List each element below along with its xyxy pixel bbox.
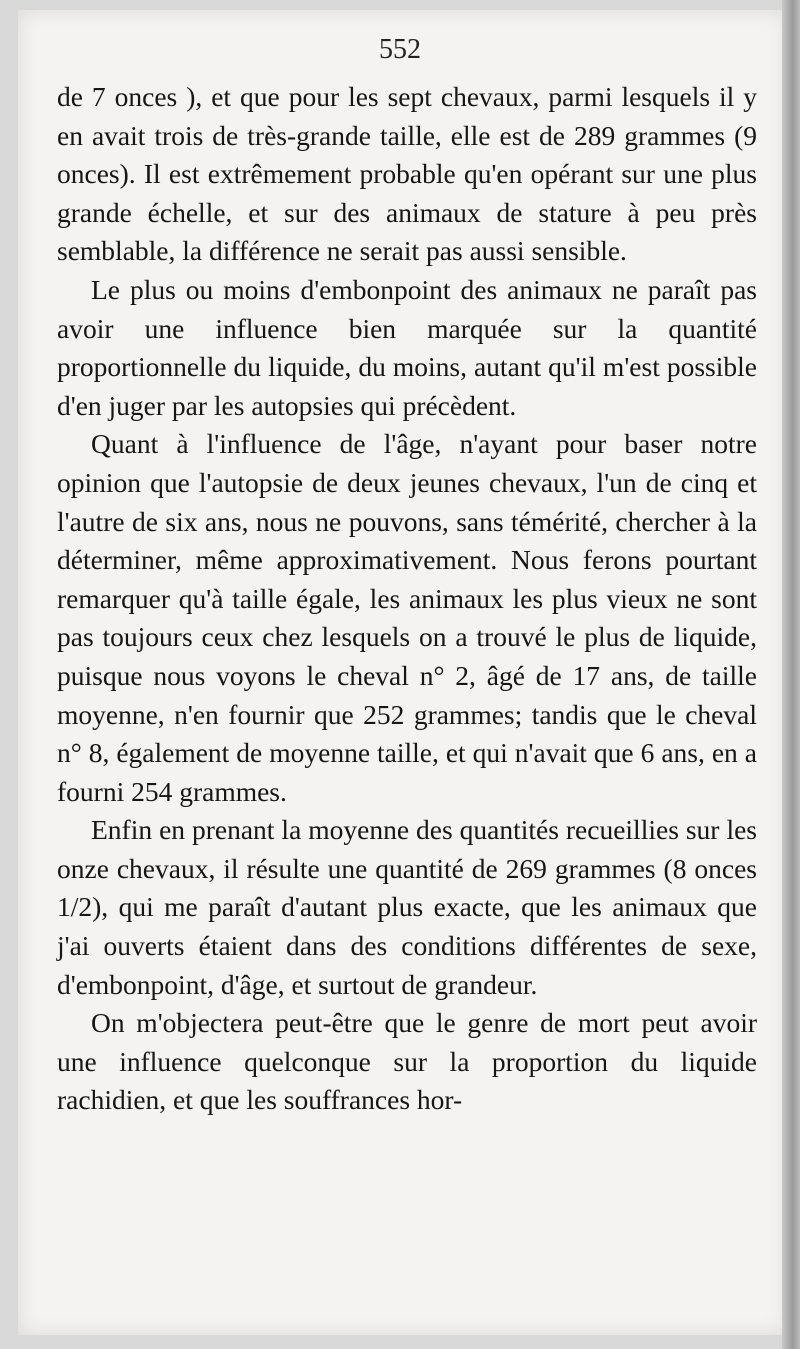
page-number: 552 [379, 34, 421, 65]
paragraph-embonpoint: Le plus ou moins d'embonpoint des animaux ne paraît pas avoir une influence bien marquée sur la quantité proportionnelle du liquide, du moins, autant qu'il m'est possible d'en juger par les autopsies qui précèdent. [57, 273, 757, 421]
paragraph-average-quantity: Enfin en prenant la moyenne des quantités recueillies sur les onze chevaux, il résulte une quantité de 269 grammes (8 onces 1/2), qui me paraît d'autant plus exacte, que les animaux que j'ai ouverts étaient dans des conditions différentes de sexe, d'embonpoint, d'âge, et surtout de grandeur. [57, 814, 757, 1000]
body-text [57, 78, 757, 1120]
paragraph-continuation: de 7 onces ), et que pour les sept chevaux, parmi lesquels il y en avait trois de très-grande taille, elle est de 289 grammes (9 onces). Il est extrêmement probable qu'en opérant sur une plus grande échelle, et sur des animaux de stature à peu près semblable, la différence ne serait pas aussi sensible. [57, 81, 757, 267]
paragraph-objection: On m'objectera peut-être que le genre de mort peut avoir une influence quelconque sur la proportion du liquide rachidien, et que les souffrances hor- [57, 1007, 757, 1116]
paragraph-age-influence: Quant à l'influence de l'âge, n'ayant pour baser notre opinion que l'autopsie de deux jeunes chevaux, l'un de cinq et l'autre de six ans, nous ne pouvons, sans témérité, chercher à la déterminer, même approximativement. Nous ferons pourtant remarquer qu'à taille égale, les animaux les plus vieux ne sont pas toujours ceux chez lesquels on a trouvé le plus de liquide, puisque nous voyons le cheval n° 2, âgé de 17 ans, de taille moyenne, n'en fournir que 252 grammes; tandis que le cheval n° 8, également de moyenne taille, et qui n'avait que 6 ans, en a fourni 254 grammes. [57, 428, 757, 807]
page-edge-shadow [782, 0, 800, 1349]
